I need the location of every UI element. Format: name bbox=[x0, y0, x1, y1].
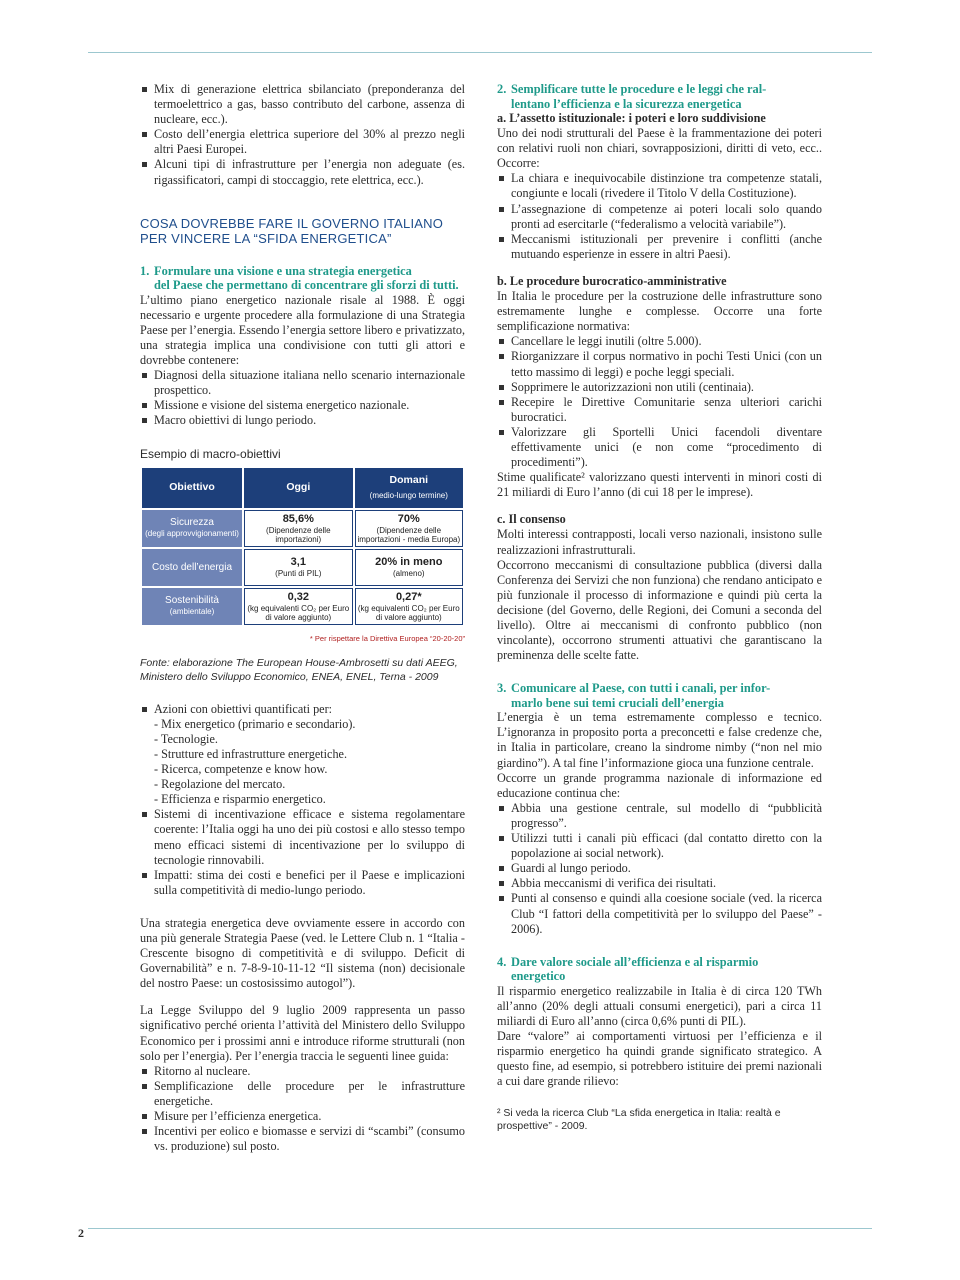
row-label: Sostenibilità bbox=[165, 595, 219, 607]
list-item: Abbia una gestione centrale, sul modello di “pubblicità progresso”. bbox=[497, 801, 822, 831]
table-cell bbox=[243, 587, 354, 626]
table-header-domani-label: Domani bbox=[389, 473, 429, 486]
list-item: Guardi al lungo periodo. bbox=[497, 861, 822, 876]
list-item: Meccanismi istituzionali per prevenire i conflitti (anche mutuando esperienze in essere in altri Paesi). bbox=[497, 232, 822, 262]
cell-note: (kg equivalenti CO₂ per Euro di valore aggiunto) bbox=[357, 603, 460, 622]
paragraph: In Italia le procedure per la costruzione delle infrastrutture sono estremamente lunghe e complesse. Occorre una forte semplificazione normativa: bbox=[497, 289, 822, 334]
cell-value: 0,32 bbox=[287, 590, 309, 603]
table-cell bbox=[354, 587, 464, 626]
sub-list-item: - Mix energetico (primario e secondario). bbox=[154, 716, 356, 731]
list-item: Semplificazione delle procedure per le infrastrutture energetiche. bbox=[140, 1079, 465, 1109]
table-header-obiettivo: Obiettivo bbox=[141, 467, 243, 509]
table-footnote: * Per rispettare la Direttiva Europea “20-20-20” bbox=[309, 633, 465, 643]
table-cell bbox=[354, 548, 464, 587]
heading-3 bbox=[497, 681, 822, 710]
footnote: ² Si veda la ricerca Club “La sfida energetica in Italia: realtà e prospettive” - 2009. bbox=[497, 1107, 781, 1133]
source-note: Fonte: elaborazione The European House-Ambrosetti su dati AEEG, Ministero dello Sviluppo Economico, ENEA, ENEL, Terna - 2009 bbox=[140, 656, 458, 683]
list-item: Diagnosi della situazione italiana nello scenario internazionale prospettico. bbox=[140, 368, 465, 398]
list-item: Utilizzi tutti i canali più efficaci (dal contatto diretto con la popolazione ai social network). bbox=[497, 831, 822, 861]
heading-3-line-1: Comunicare al Paese, con tutti i canali, per infor- bbox=[511, 681, 771, 696]
cell-value: 20% in meno bbox=[375, 556, 443, 569]
heading-1-line-2: del Paese che permettano di concentrare gli sforzi di tutti. bbox=[154, 278, 459, 293]
paragraph: Stime qualificate² valorizzano questi interventi in minori costi di 21 miliardi di Euro l’anno (di cui 18 per le imprese). bbox=[497, 470, 822, 500]
row-sublabel: (ambientale) bbox=[169, 607, 215, 617]
heading-3-line-2: marlo bene sui temi cruciali dell’energia bbox=[511, 695, 725, 710]
paragraph: Uno dei nodi strutturali del Paese è la frammentazione dei poteri con relativi ruoli non chiari, sovrapposizioni, diritti di veto, ecc.. Occorre: bbox=[497, 126, 822, 171]
row-header bbox=[141, 509, 243, 548]
table-row bbox=[141, 587, 464, 626]
subheading-c: c. Il consenso bbox=[497, 512, 566, 527]
heading-1-number: 1. bbox=[140, 263, 150, 278]
section-title bbox=[140, 216, 465, 246]
list-item: Azioni con obiettivi quantificati per: bbox=[140, 702, 465, 717]
bullet-list bbox=[140, 368, 465, 428]
section-title-line-1: COSA DOVREBBE FARE IL GOVERNO ITALIANO bbox=[140, 215, 444, 231]
list-item: Alcuni tipi di infrastrutture per l’energia non adeguate (es. rigassificatori, campi di stoccaggio, rete elettrica, ecc.). bbox=[140, 157, 465, 187]
paragraph: Occorre un grande programma nazionale di informazione ed educazione continua che: bbox=[497, 770, 822, 800]
bullet-list bbox=[140, 807, 465, 898]
cell-note: (Punti di PIL) bbox=[275, 569, 322, 579]
list-item: Costo dell’energia elettrica superiore del 30% al prezzo negli altri Paesi Europei. bbox=[140, 127, 465, 157]
cell-note: (almeno) bbox=[393, 569, 425, 579]
section-title-line-2: PER VINCERE LA “SFIDA ENERGETICA” bbox=[140, 230, 392, 246]
paragraph: Il risparmio energetico realizzabile in Italia è di circa 120 TWh all’anno (20% degli attuali consumi energetici), pari a circa 11 miliardi di Euro all’anno (circa 0,6% punti di PIL). bbox=[497, 983, 822, 1028]
list-item: Cancellare le leggi inutili (oltre 5.000). bbox=[497, 334, 822, 349]
cell-value: 0,27* bbox=[395, 590, 422, 603]
list-item: Recepire le Direttive Comunitarie senza ulteriori carichi burocratici. bbox=[497, 395, 822, 425]
heading-2-line-1: Semplificare tutte le procedure e le leggi che ral- bbox=[511, 82, 767, 96]
cell-note: (kg equivalenti CO₂ per Euro di valore aggiunto) bbox=[247, 603, 350, 622]
row-header bbox=[141, 548, 243, 587]
row-header bbox=[141, 587, 243, 626]
bullet-list bbox=[497, 334, 822, 470]
heading-4-line-1: Dare valore sociale all’efficienza e al risparmio bbox=[511, 954, 759, 969]
table-row bbox=[141, 548, 464, 587]
table-cell bbox=[243, 509, 354, 548]
list-item: Riorganizzare il corpus normativo in pochi Testi Unici (con un tetto massimo di leggi) e poche leggi speciali. bbox=[497, 349, 822, 379]
list-item: Punti al consenso e quindi alla coesione sociale (ved. la ricerca Club “I fattori della competitività per lo sviluppo del Paese” - 2006). bbox=[497, 891, 822, 936]
top-rule bbox=[88, 52, 872, 53]
table-header-domani-sub: (medio-lungo termine) bbox=[369, 490, 448, 500]
heading-1-line-1: Formulare una visione e una strategia energetica bbox=[154, 263, 412, 278]
right-column bbox=[497, 82, 822, 1133]
list-item: Sistemi di incentivazione efficace e sistema regolamentare coerente: l’Italia oggi ha uno dei più costosi e allo stesso tempo meno efficaci sistemi di incentivazione per lo sviluppo di tecnologie rinnovabili. bbox=[140, 807, 465, 867]
heading-4 bbox=[497, 955, 822, 984]
list-item: Macro obiettivi di lungo periodo. bbox=[140, 413, 465, 428]
list-item: Misure per l’efficienza energetica. bbox=[140, 1109, 465, 1124]
list-item: Missione e visione del sistema energetico nazionale. bbox=[140, 398, 465, 413]
list-item: L’assegnazione di competenze ai poteri locali solo quando pronti ad esercitarle (“federalismo a velocità variabile”). bbox=[497, 202, 822, 232]
table-row bbox=[141, 509, 464, 548]
row-label: Sicurezza bbox=[170, 517, 214, 529]
heading-1 bbox=[140, 264, 465, 293]
list-item: Valorizzare gli Sportelli Unici facendoli diventare effettivamente unici (e non come “procedimento di procedimenti”). bbox=[497, 425, 822, 470]
table-header-row bbox=[141, 467, 464, 509]
paragraph: Molti interessi contrapposti, locali verso nazionali, insistono sulle realizzazioni infrastrutturali. bbox=[497, 527, 822, 557]
sub-list-item: - Strutture ed infrastrutture energetiche. bbox=[154, 746, 348, 761]
table-header-oggi: Oggi bbox=[243, 467, 354, 509]
list-item: Incentivi per eolico e biomasse e servizi di “scambi” (consumo vs. produzione) sul posto. bbox=[140, 1124, 465, 1154]
heading-2-number: 2. bbox=[497, 82, 507, 96]
table-cell bbox=[243, 548, 354, 587]
actions-bullet-list bbox=[140, 702, 465, 717]
sub-list-item: - Efficienza e risparmio energetico. bbox=[154, 792, 326, 807]
sub-list-item: - Ricerca, competenze e know how. bbox=[154, 762, 328, 777]
heading-4-line-2: energetico bbox=[511, 969, 566, 984]
sub-list bbox=[140, 717, 465, 808]
paragraph: La Legge Sviluppo del 9 luglio 2009 rappresenta un passo significativo perché orienta l’attività del Ministero dello Sviluppo Economico per i prossimi anni e introduce riforme strutturali (non solo per l’energia). Per l’energia traccia le seguenti linee guida: bbox=[140, 1003, 465, 1063]
table-caption: Esempio di macro-obiettivi bbox=[140, 446, 281, 461]
list-item: Impatti: stima dei costi e benefici per il Paese e implicazioni sulla competitività di medio-lungo periodo. bbox=[140, 868, 465, 898]
paragraph: L’ultimo piano energetico nazionale risale al 1988. È oggi necessario e urgente procedere alla formulazione di una Strategia Paese per l’energia. Essendo l’energia settore libero e privatizzato, una strategia implica una condivisione con tutti gli attori e dovrebbe contenere: bbox=[140, 292, 465, 368]
cell-note: (Dipendenze delle importazioni) bbox=[266, 525, 331, 544]
list-item: Abbia meccanismi di verifica dei risultati. bbox=[497, 876, 822, 891]
heading-2 bbox=[497, 82, 822, 111]
row-sublabel: (degli approvvigionamenti) bbox=[145, 529, 239, 539]
macro-objectives-table bbox=[140, 466, 465, 627]
page-number: 2 bbox=[78, 1226, 84, 1240]
paragraph: L’energia è un tema estremamente complesso e tecnico. L’ignoranza in proposito porta a preconcetti e false credenze che, in Italia in particolare, creano la sindrome nimby (“non nel mio giardino”). A tal fine l’informazione gioca una funzione centrale. bbox=[497, 710, 822, 770]
cell-value: 70% bbox=[397, 512, 420, 525]
cell-value: 85,6% bbox=[282, 512, 314, 525]
cell-value: 3,1 bbox=[290, 556, 306, 569]
list-item: La chiara e inequivocabile distinzione tra competenze statali, congiunte e locali (rivedere il Titolo V della Costituzione). bbox=[497, 171, 822, 201]
table-cell bbox=[354, 509, 464, 548]
heading-4-number: 4. bbox=[497, 954, 507, 969]
intro-bullet-list bbox=[140, 82, 465, 188]
sub-list-item: - Regolazione del mercato. bbox=[154, 777, 286, 792]
paragraph: Occorrono meccanismi di consultazione pubblica (diversi dalla Conferenza dei Servizi che non funziona) che rendano anticipato e più funzionale il processo di informazione e quindi più certa la decisione (del Governo, delle Regioni, dei Comuni a seconda del livello). Oltre ai meccanismi di confronto pubblico (non vincolante), occorrono strumenti attuativi che garantiscano la preminenza delle scelte fatte. bbox=[497, 557, 822, 663]
table-header-domani bbox=[354, 467, 464, 509]
paragraph: Una strategia energetica deve ovviamente essere in accordo con una più generale Strategia Paese (ved. le Lettere Club n. 1 “Italia - Crescente bisogno di competitività e di sviluppo. Deficit di Governabilità” e n. 7-8-9-10-11-12 “Il sistema (non) decisionale del nostro Paese: un costosissimo autogol”). bbox=[140, 915, 465, 991]
row-label: Costo dell’energia bbox=[151, 561, 233, 573]
sub-list-item: - Tecnologie. bbox=[154, 731, 218, 746]
bottom-rule bbox=[88, 1228, 872, 1229]
list-item: Mix di generazione elettrica sbilanciato (preponderanza del termoelettrico a gas, basso contributo del carbone, assenza di nucleare, ecc.). bbox=[140, 82, 465, 127]
list-item: Ritorno al nucleare. bbox=[140, 1064, 465, 1079]
bullet-list bbox=[497, 801, 822, 937]
bullet-list bbox=[497, 171, 822, 262]
left-column bbox=[140, 82, 465, 1154]
list-item: Sopprimere le autorizzazioni non utili (centinaia). bbox=[497, 380, 822, 395]
subheading-a: a. L’assetto istituzionale: i poteri e loro suddivisione bbox=[497, 111, 766, 125]
cell-note: (Dipendenze delle importazioni - media Europa) bbox=[357, 525, 461, 544]
heading-2-line-2: lentano l’efficienza e la sicurezza energetica bbox=[511, 96, 742, 111]
bullet-list bbox=[140, 1064, 465, 1155]
heading-3-number: 3. bbox=[497, 681, 507, 696]
subheading-b: b. Le procedure burocratico-amministrative bbox=[497, 273, 727, 288]
paragraph: Dare “valore” ai comportamenti virtuosi per l’efficienza e il risparmio energetico ha quindi grande significato strategico. A questo fine, ad esempio, si potrebbero istituire dei premi nazionali a cui dare grande rilievo: bbox=[497, 1028, 822, 1089]
